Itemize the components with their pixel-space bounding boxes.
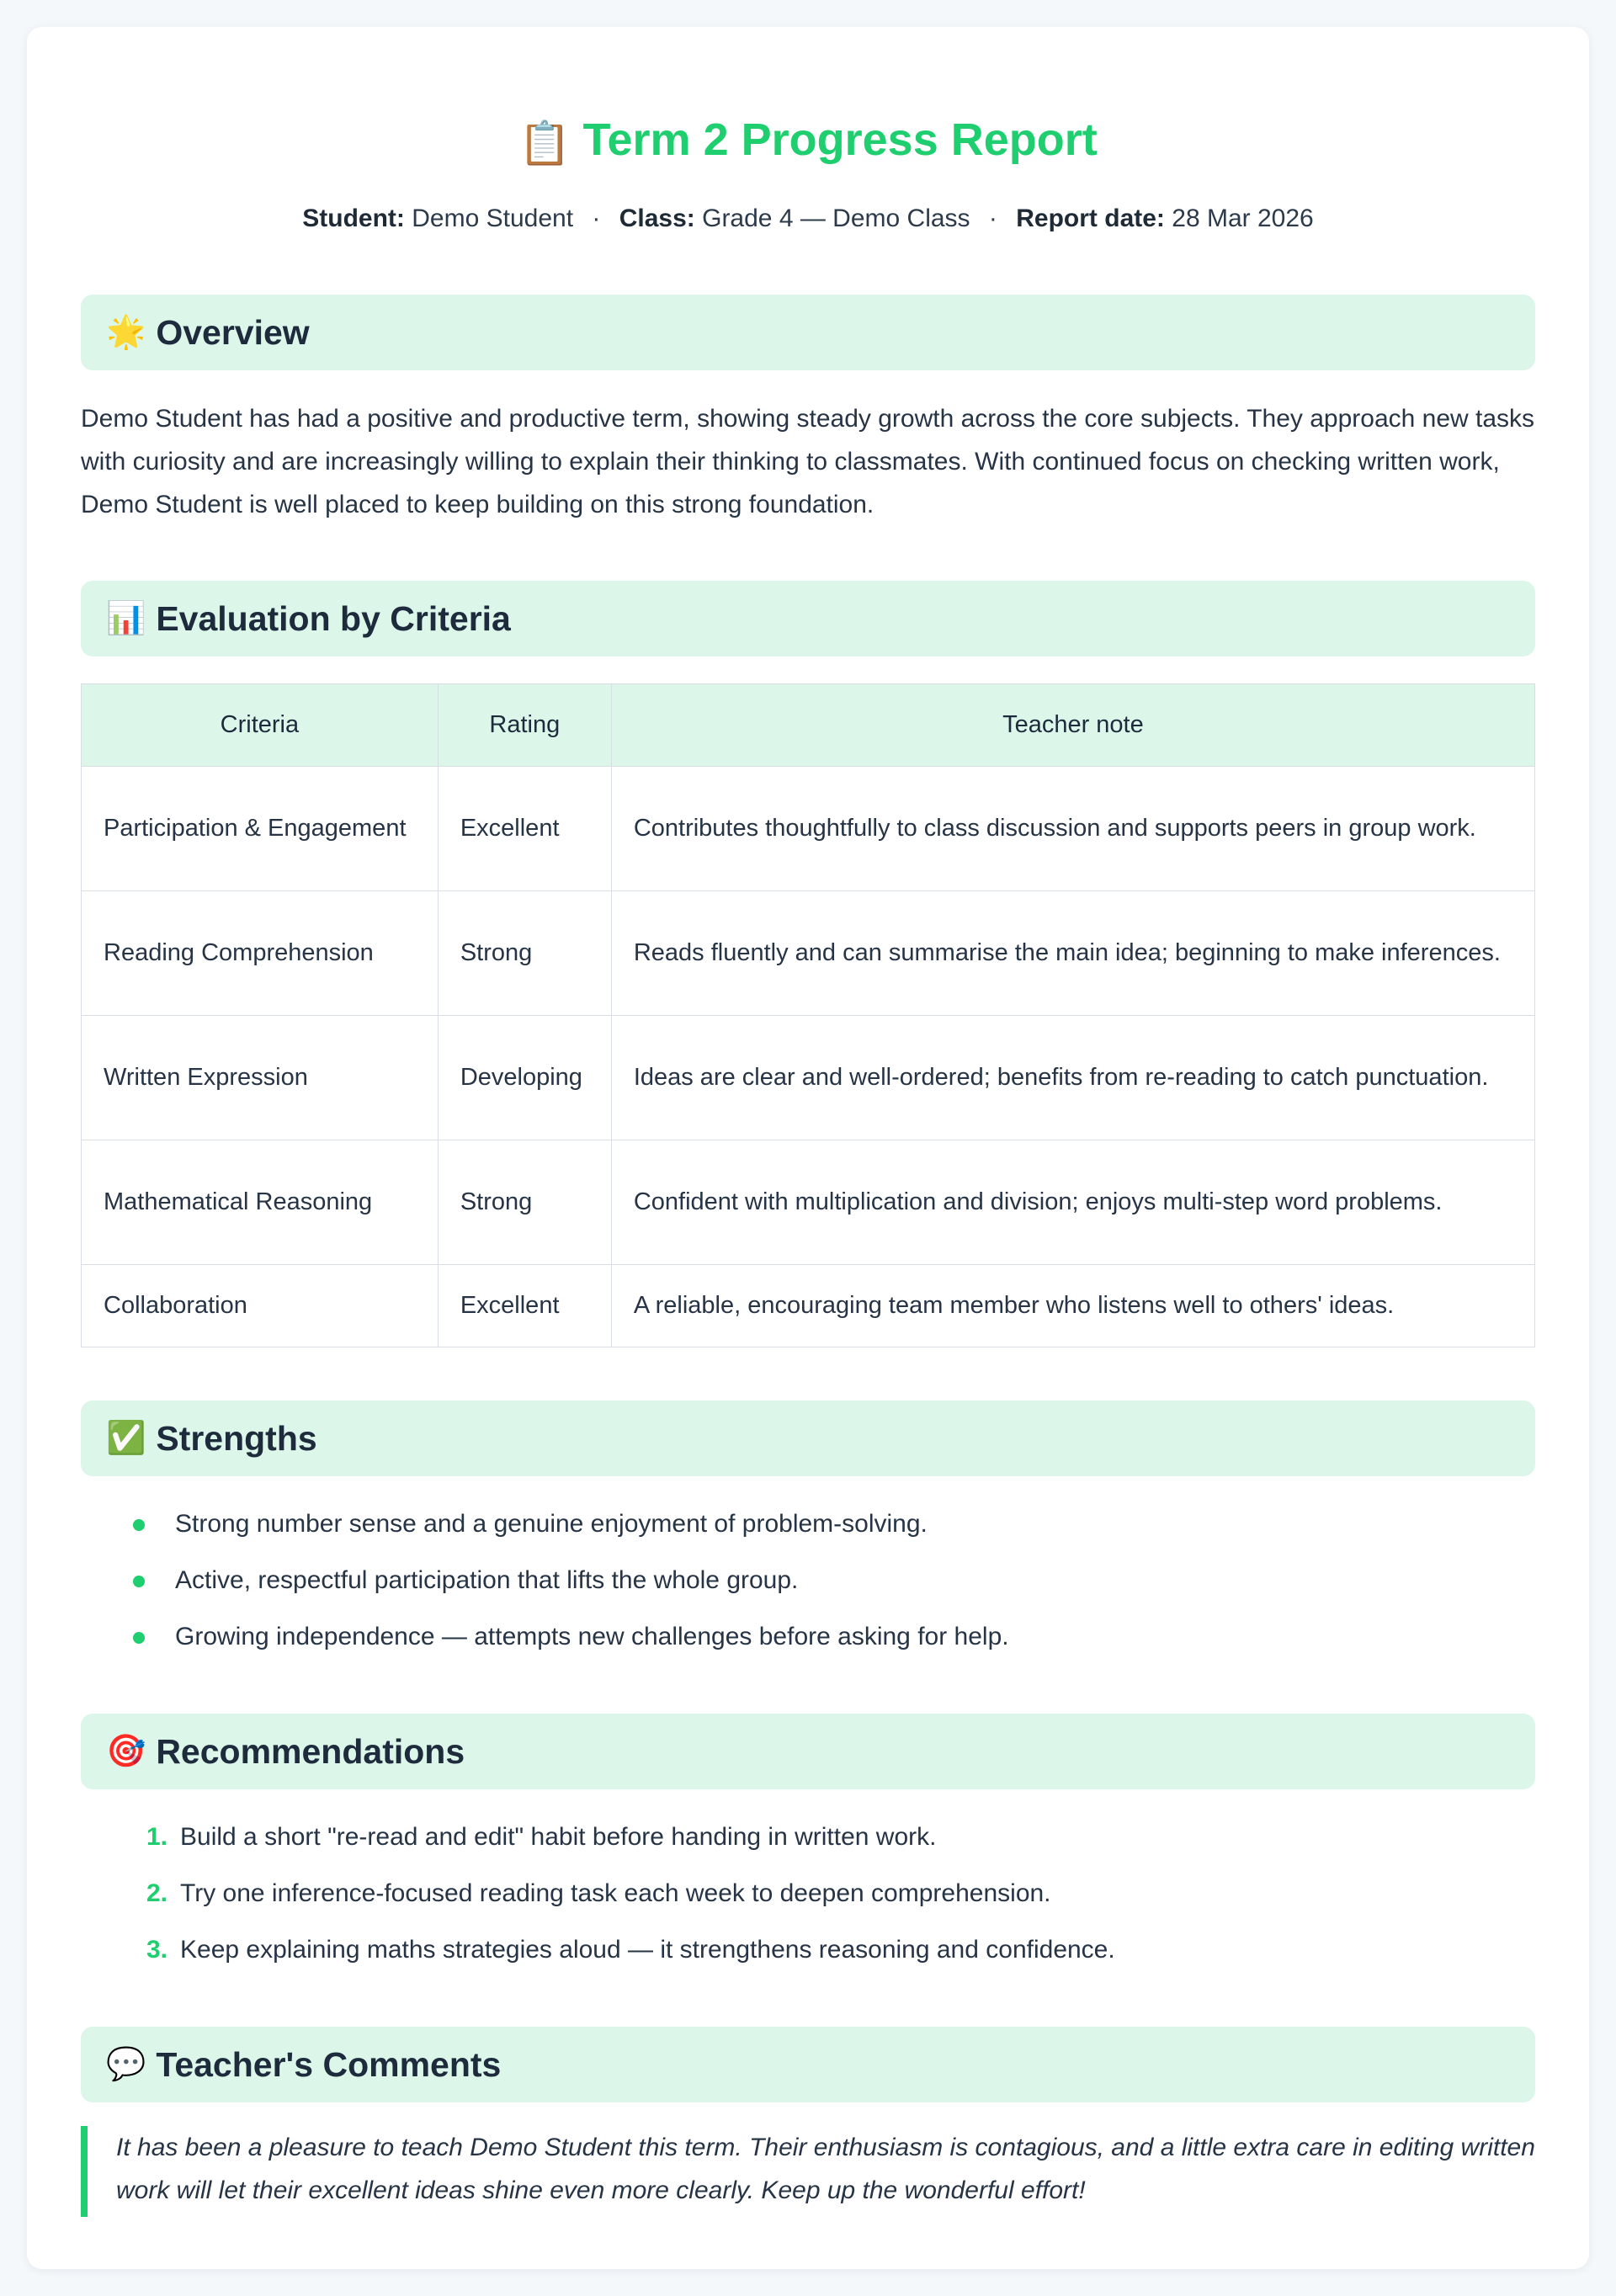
bullet-dot-icon	[133, 1632, 145, 1644]
report-date-label: Report date:	[1016, 205, 1165, 232]
criteria-cell: Collaboration	[82, 1265, 439, 1347]
criteria-cell: Written Expression	[82, 1016, 439, 1140]
meta-separator: ·	[592, 205, 601, 232]
rating-cell: Strong	[438, 1140, 611, 1265]
list-item	[81, 1608, 1535, 1665]
table-row	[82, 1016, 1535, 1140]
star-icon: 🌟	[106, 315, 146, 350]
list-item	[81, 1865, 1535, 1921]
student-name: Demo Student	[412, 205, 574, 232]
teacher-comment-quote: It has been a pleasure to teach Demo Student this term. Their enthusiasm is contagious, and a little extra care in editing written work will let their excellent ideas shine even more clearly. Keep up the wonderful effort!	[81, 2126, 1535, 2217]
overview-heading	[81, 295, 1535, 370]
note-cell: Reads fluently and can summarise the main idea; beginning to make inferences.	[611, 891, 1534, 1016]
speech-bubble-icon: 💬	[106, 2047, 146, 2082]
check-mark-icon: ✅	[106, 1421, 146, 1456]
clipboard-icon: 📋	[518, 120, 571, 167]
criteria-table	[81, 683, 1535, 1347]
comments-heading-text: Teacher's Comments	[156, 2044, 502, 2084]
list-item	[81, 1921, 1535, 1978]
list-item	[81, 1809, 1535, 1865]
class-name: Grade 4 — Demo Class	[702, 205, 970, 232]
column-header-teacher-note: Teacher note	[611, 684, 1534, 767]
criteria-cell: Participation & Engagement	[82, 767, 439, 891]
meta-separator: ·	[988, 205, 997, 232]
table-row	[82, 767, 1535, 891]
strength-text: Active, respectful participation that lifts the whole group.	[175, 1566, 799, 1594]
title-text: Term 2 Progress Report	[582, 114, 1098, 165]
evaluation-heading	[81, 581, 1535, 656]
note-cell: Contributes thoughtfully to class discussion and supports peers in group work.	[611, 767, 1534, 891]
list-item	[81, 1496, 1535, 1552]
evaluation-heading-text: Evaluation by Criteria	[156, 598, 511, 638]
rating-cell: Excellent	[438, 1265, 611, 1347]
report-meta	[81, 172, 1535, 266]
rating-cell: Excellent	[438, 767, 611, 891]
bar-chart-icon: 📊	[106, 601, 146, 636]
overview-heading-text: Overview	[156, 312, 310, 352]
target-icon: 🎯	[106, 1734, 146, 1769]
student-label: Student:	[302, 205, 405, 232]
recommendations-heading-text: Recommendations	[156, 1731, 465, 1771]
rating-cell: Strong	[438, 891, 611, 1016]
recommendation-text: Keep explaining maths strategies aloud — it strengthens reasoning and confidence.	[180, 1936, 1115, 1964]
note-cell: Ideas are clear and well-ordered; benefits from re-reading to catch punctuation.	[611, 1016, 1534, 1140]
page-title	[81, 108, 1535, 172]
note-cell: A reliable, encouraging team member who listens well to others' ideas.	[611, 1265, 1534, 1347]
strengths-heading-text: Strengths	[156, 1418, 317, 1458]
class-label: Class:	[619, 205, 695, 232]
item-number: 3.	[146, 1936, 168, 1964]
column-header-rating: Rating	[438, 684, 611, 767]
table-row	[82, 1140, 1535, 1265]
rating-cell: Developing	[438, 1016, 611, 1140]
criteria-cell: Mathematical Reasoning	[82, 1140, 439, 1265]
item-number: 1.	[146, 1823, 168, 1851]
table-row	[82, 891, 1535, 1016]
column-header-criteria: Criteria	[82, 684, 439, 767]
note-cell: Confident with multiplication and division; enjoys multi-step word problems.	[611, 1140, 1534, 1265]
recommendation-text: Try one inference-focused reading task each week to deepen comprehension.	[180, 1879, 1051, 1907]
recommendations-heading	[81, 1714, 1535, 1789]
strengths-heading	[81, 1400, 1535, 1476]
criteria-cell: Reading Comprehension	[82, 891, 439, 1016]
bullet-dot-icon	[133, 1519, 145, 1531]
comments-heading	[81, 2027, 1535, 2102]
strengths-list	[81, 1496, 1535, 1665]
strength-text: Growing independence — attempts new challenges before asking for help.	[175, 1623, 1009, 1650]
table-row	[82, 1265, 1535, 1347]
recommendations-list	[81, 1809, 1535, 1978]
report-card	[27, 27, 1589, 2269]
overview-text: Demo Student has had a positive and productive term, showing steady growth across the core subjects. They approach new tasks with curiosity and are increasingly willing to explain their thinking to classmates. With continued focus on checking written work, Demo Student is well placed to keep building on this strong foundation.	[81, 405, 1535, 518]
strength-text: Strong number sense and a genuine enjoyment of problem-solving.	[175, 1510, 928, 1538]
recommendation-text: Build a short "re-read and edit" habit before handing in written work.	[180, 1823, 937, 1851]
bullet-dot-icon	[133, 1576, 145, 1587]
item-number: 2.	[146, 1879, 168, 1907]
report-date: 28 Mar 2026	[1172, 205, 1314, 232]
list-item	[81, 1552, 1535, 1608]
